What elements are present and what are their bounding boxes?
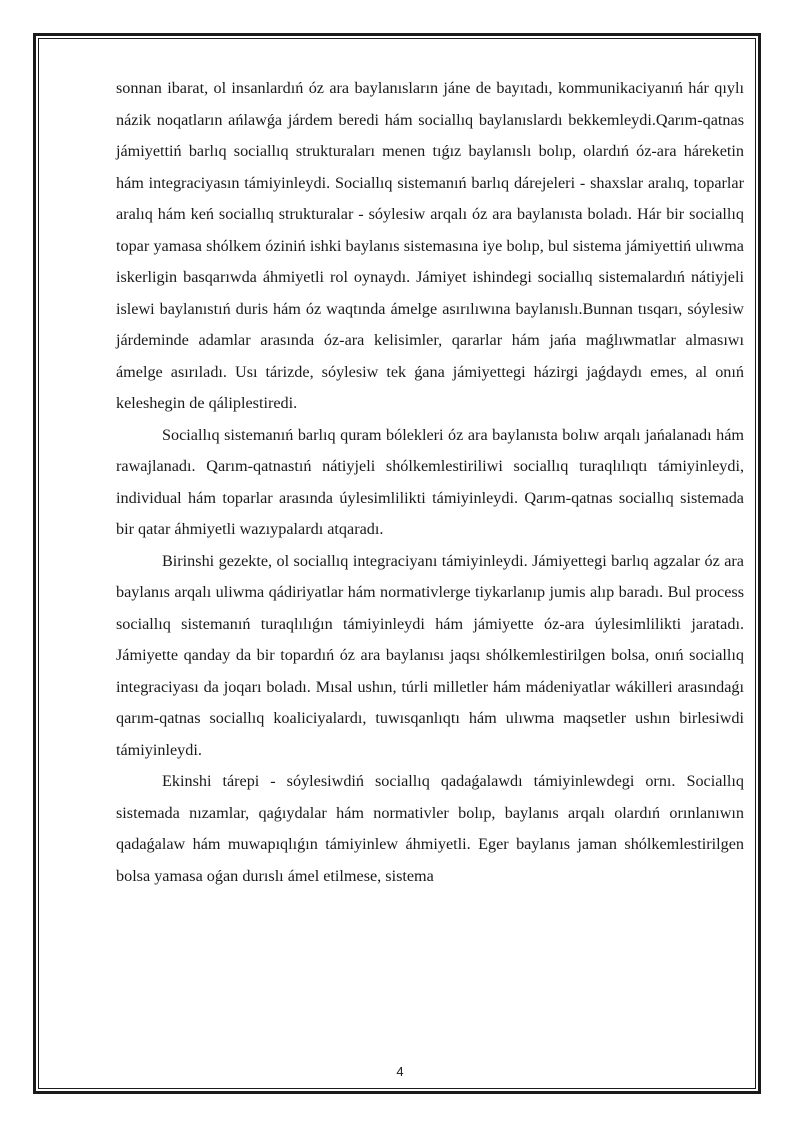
- page-number: 4: [396, 1064, 404, 1079]
- paragraph: Ekinshi tárepi - sóylesiwdiń sociallıq qadaǵalawdı támiyinlewdegi ornı. Sociallıq sistemada nızamlar, qaǵıydalar hám normativler bolıp, baylanıs arqalı olardıń orınlanıwın qadaǵalaw hám muwapıqlıǵın támiyinlew áhmiyetli. Eger baylanıs jaman shólkemlestirilgen bolsa yamasa oǵan durıslı ámel etilmese, sistema: [116, 772, 744, 885]
- paragraph: Sociallıq sistemanıń barlıq quram bólekleri óz ara baylanısta bolıw arqalı jańalanadı hám rawajlanadı. Qarım-qatnastıń nátiyjeli shólkemlestiriliwi sociallıq turaqlılıqtı támiyinleydi, individual hám toparlar arasında úylesimlilikti támiyinleydi. Qarım-qatnas sociallıq sistemada bir qatar áhmiyetli wazıypalardı atqaradı.: [116, 425, 744, 538]
- body-text: [116, 73, 744, 892]
- paragraph: Birinshi gezekte, ol sociallıq integraciyanı támiyinleydi. Jámiyettegi barlıq agzalar óz ara baylanıs arqalı uliwma qádiriyatlar hám normativlerge tiykarlanıp jumis alıp baradı. Bul process sociallıq sistemanıń turaqlılıǵın támiyinleydi hám jámiyette óz-ara úylesimlilikti jaratadı. Jámiyette qanday da bir topardıń óz ara baylanısı jaqsı shólkemlestirilgen bolsa, onıń sociallıq integraciyası da joqarı boladı. Mısal ushın, túrli milletler hám mádeniyatlar wákilleri arasındaǵı qarım-qatnas sociallıq koaliciyalardı, tuwısqanlıqtı hám ulıwma maqsetler ushın birlesiwdi támiyinleydi.: [116, 551, 744, 759]
- paragraph-continuation: sonnan ibarat, ol insanlardıń óz ara baylanısların jáne de bayıtadı, kommunikaciyanıń hár qıylı názik noqatların ańlawǵa járdem beredi hám sociallıq baylanıslardı bekkemleydi.Qarım-qatnas jámiyettiń barlıq sociallıq strukturaları menen tıǵız baylanıslı bolıp, olardıń óz-ara háreketin hám integraciyasın támiyinleydi. Sociallıq sistemanıń barlıq dárejeleri - shaxslar aralıq, toparlar aralıq hám keń sociallıq strukturalar - sóylesiw arqalı óz ara baylanısta boladı. Hár bir sociallıq topar yamasa shólkem óziniń ishki baylanıs sistemasına iye bolıp, bul sistema jámiyettiń ulıwma iskerligin basqarıwda áhmiyetli rol oynaydı. Jámiyet ishindegi sociallıq sistemalardıń nátiyjeli islewi baylanıstıń duris hám óz waqtında ámelge asırılıwına baylanıslı.Bunnan tısqarı, sóylesiw járdeminde adamlar arasında óz-ara kelisimler, qararlar hám jańa maǵlıwmatlar almasıwı ámelge asırıladı. Usı tárizde, sóylesiw tek ǵana jámiyettegi házirgi jaǵdaydı emes, al onıń keleshegin de qáliplestiredi.: [116, 79, 744, 412]
